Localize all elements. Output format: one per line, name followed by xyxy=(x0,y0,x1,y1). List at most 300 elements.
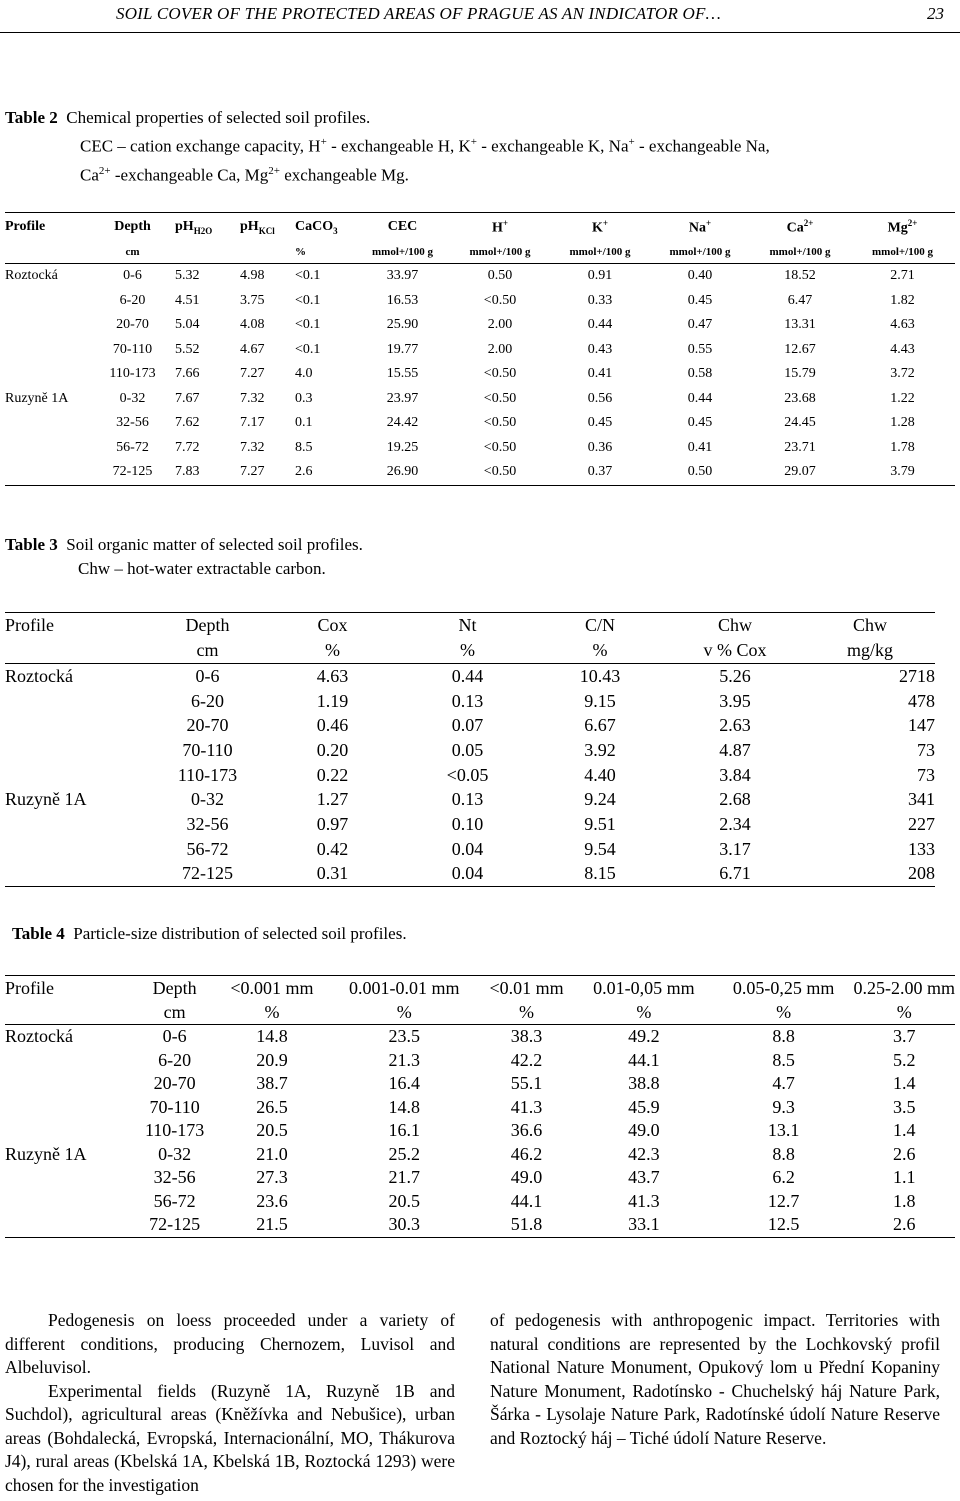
table4-cell: 16.4 xyxy=(388,1073,420,1094)
table2-cell: 7.17 xyxy=(240,415,265,431)
table4-cell: 27.3 xyxy=(256,1167,288,1188)
table2-cell: 2.00 xyxy=(487,341,513,357)
table3-cell: 341 xyxy=(908,789,935,810)
table3 xyxy=(5,612,935,887)
table4-header-lt001: <0.01 mm xyxy=(489,977,564,998)
table3-cell: 208 xyxy=(805,862,935,887)
table2-cell: <0.1 xyxy=(295,341,321,357)
table2-cell: 18.52 xyxy=(784,268,816,284)
table4-cell: 72-125 xyxy=(135,1213,215,1237)
table4-cell xyxy=(5,1072,135,1096)
table2-header-profile: Profile xyxy=(5,213,90,242)
table2-row xyxy=(5,264,955,289)
table2-cell xyxy=(5,436,90,461)
table2-cell: 110-173 xyxy=(109,366,156,382)
table4-cell: 8.8 xyxy=(772,1143,795,1164)
table3-cell: 0.04 xyxy=(400,862,535,887)
table3-cell: 147 xyxy=(908,715,935,736)
table4-cell: 32-56 xyxy=(153,1167,196,1188)
table2-cell: 70-110 xyxy=(112,341,153,357)
table4-header-fine-silt: 0.001-0.01 mm xyxy=(348,977,460,998)
table3-cell: 2.63 xyxy=(719,715,751,736)
table3-cell: 478 xyxy=(908,690,935,711)
table4-header-clay: <0.001 mm xyxy=(230,977,314,998)
table2-cell: <0.50 xyxy=(450,460,550,485)
table2-row xyxy=(5,436,955,461)
table2-cell: 0.44 xyxy=(587,317,613,333)
table2-cell: 3.75 xyxy=(240,292,265,308)
table2-header-na: Na+ xyxy=(650,213,750,242)
table3-row xyxy=(5,664,935,689)
table4-cell: 38.3 xyxy=(510,1026,543,1047)
table4-cell: 20.5 xyxy=(388,1190,420,1211)
table4-cell: 38.7 xyxy=(256,1073,288,1094)
table4-cell: 41.3 xyxy=(510,1096,543,1117)
table2-cell: 5.32 xyxy=(175,268,200,284)
table2-caption-line1: Chemical properties of selected soil profiles. xyxy=(66,108,371,127)
table2-cell: 3.79 xyxy=(850,460,955,485)
table3-caption-line1: Soil organic matter of selected soil profiles. xyxy=(66,535,363,554)
table3-cell: 0.22 xyxy=(316,764,349,785)
table4-cell: 13.1 xyxy=(767,1120,800,1141)
table2-cell: <0.50 xyxy=(483,292,517,308)
table2-cell: 0.55 xyxy=(687,341,713,357)
table4-cell: 12.7 xyxy=(767,1190,800,1211)
table2-cell: 15.79 xyxy=(784,366,816,382)
running-title: SOIL COVER OF THE PROTECTED AREAS OF PRAGUE AS AN INDICATOR OF… xyxy=(116,4,721,23)
table2-cell: 7.72 xyxy=(175,439,200,455)
table2-cell: <0.1 xyxy=(295,292,321,308)
table3-cell: 0-6 xyxy=(195,665,220,686)
table3-caption xyxy=(5,533,363,581)
table2-cell: 2.00 xyxy=(487,317,513,333)
table2-cell: 0.50 xyxy=(487,268,513,284)
table4-cell: 46.2 xyxy=(510,1143,543,1164)
table3-row xyxy=(5,837,935,862)
table3-cell: 4.40 xyxy=(584,764,616,785)
table4-cell: 20.5 xyxy=(256,1120,288,1141)
table2-cell: Ruzyně 1A xyxy=(5,390,69,406)
table3-cell: 2.34 xyxy=(719,813,751,834)
table4-cell xyxy=(5,1166,135,1190)
table2-cell: 0.58 xyxy=(687,366,713,382)
table3-header-profile: Profile xyxy=(5,615,54,635)
table4-cell: 1.4 xyxy=(892,1073,916,1094)
table2-cell: 0.33 xyxy=(587,292,613,308)
table2-cell: 0.37 xyxy=(550,460,650,485)
table3-cell: 3.95 xyxy=(719,690,751,711)
table4-caption-line1: Particle-size distribution of selected soil profiles. xyxy=(73,924,407,943)
table3-header-cox: Cox xyxy=(317,615,348,635)
table3-label: Table 3 xyxy=(5,535,58,554)
table4-row xyxy=(5,1166,955,1190)
table4-cell: 49.0 xyxy=(628,1120,660,1141)
table4-cell: 6.2 xyxy=(772,1167,795,1188)
table2-cell: 0.40 xyxy=(687,268,713,284)
table2-cell: 6-20 xyxy=(119,292,146,308)
table4-cell: 8.8 xyxy=(772,1026,795,1047)
table4-cell: 30.3 xyxy=(329,1213,479,1237)
paragraph-pedogenesis: Pedogenesis on loess proceeded under a variety of different conditions, producing Chernozem, Luvisol and Albeluvisol. xyxy=(5,1310,455,1377)
table2-cell: 4.98 xyxy=(240,268,265,284)
table4-cell: 56-72 xyxy=(153,1190,196,1211)
running-header xyxy=(0,0,960,33)
table2-cell: 7.32 xyxy=(240,439,265,455)
table2-units-row: cm % mmol+/100 g mmol+/100 g mmol+/100 g mmol+/100 g mmol+/100 g mmol+/100 g xyxy=(5,241,955,264)
table2-cell: 4.51 xyxy=(175,292,200,308)
table2-cell: 23.68 xyxy=(784,390,816,406)
table2-cell: 7.27 xyxy=(240,366,265,382)
table2-cell: 0.3 xyxy=(295,390,313,406)
table4-cell xyxy=(5,1213,135,1237)
table4-cell: 25.2 xyxy=(388,1143,420,1164)
table2-header-ph-h2o: $pH_{H2O}$ xyxy=(175,213,240,242)
table4-cell: 20.9 xyxy=(256,1049,288,1070)
table3-cell: 133 xyxy=(908,838,935,859)
table4-cell: 0-32 xyxy=(158,1143,192,1164)
table4 xyxy=(5,975,955,1238)
table4-row xyxy=(5,1190,955,1214)
table3-row xyxy=(5,738,935,763)
table3-cell: 56-72 xyxy=(186,838,229,859)
table2-cell: 3.72 xyxy=(890,366,915,382)
table3-row xyxy=(5,862,935,887)
table2-cell: 0.45 xyxy=(687,415,713,431)
table3-row xyxy=(5,713,935,738)
table2-cell: 33.97 xyxy=(386,268,419,284)
table3-cell: 0.13 xyxy=(451,690,484,711)
table2-cell: 0.36 xyxy=(587,439,613,455)
table3-cell xyxy=(5,862,150,887)
table3-row xyxy=(5,787,935,812)
table4-header-row xyxy=(5,976,955,1001)
table3-cell: 3.84 xyxy=(719,764,751,785)
table2-cell: 24.45 xyxy=(784,415,816,431)
table4-row xyxy=(5,1213,955,1237)
table2-header-cec: CEC xyxy=(355,213,450,242)
table4-body xyxy=(5,1025,955,1238)
table2-cell: 15.55 xyxy=(386,366,419,382)
table4-row xyxy=(5,1025,955,1049)
table4-header-fine-sand: 0.05-0,25 mm xyxy=(732,977,835,998)
table4-cell: 44.1 xyxy=(628,1049,660,1070)
table2-cell: 12.67 xyxy=(784,341,816,357)
table3-cell: 0.10 xyxy=(451,813,484,834)
table4-cell: 1.1 xyxy=(892,1167,916,1188)
table4-label: Table 4 xyxy=(12,924,65,943)
table4-cell: 55.1 xyxy=(510,1073,543,1094)
table3-cell xyxy=(5,738,150,763)
table3-cell: 0.13 xyxy=(451,789,484,810)
table4-caption xyxy=(12,922,407,946)
table4-cell: 26.5 xyxy=(256,1096,288,1117)
table3-row xyxy=(5,689,935,714)
table4-header-coarse-silt: 0.01-0,05 mm xyxy=(593,977,695,998)
table2-cell: 23.71 xyxy=(784,439,816,455)
table3-cell: 8.15 xyxy=(535,862,665,887)
table4-cell: 51.8 xyxy=(479,1213,574,1237)
table3-header-cn: C/N xyxy=(584,615,615,635)
table4-cell: 5.2 xyxy=(892,1049,916,1070)
table4-cell: 42.2 xyxy=(510,1049,543,1070)
table3-header-chw: Chw xyxy=(717,615,752,635)
table4-cell: 2.6 xyxy=(892,1143,916,1164)
table4-cell: 43.7 xyxy=(628,1167,660,1188)
table2-cell: 7.67 xyxy=(175,390,200,406)
table2-row xyxy=(5,338,955,363)
table4-row xyxy=(5,1143,955,1167)
table2-cell: 0.45 xyxy=(587,415,613,431)
table2-cell: 7.66 xyxy=(175,366,200,382)
table4-cell: 16.1 xyxy=(388,1120,420,1141)
table3-cell: Ruzyně 1A xyxy=(5,789,87,810)
table2-header-caco3: CaCO$_3$ xyxy=(295,213,355,242)
table2-caption-line3: $Ca^{2+}$ -exchangeable Ca, $Mg^{2+}$ exchangeable Mg. xyxy=(80,164,409,185)
table3-row xyxy=(5,763,935,788)
table2-header-ph-kcl: $pH_{KCl}$ xyxy=(240,213,295,242)
table2-cell: 0.41 xyxy=(587,366,613,382)
table4-cell: 21.0 xyxy=(256,1143,288,1164)
table3-cell: 3.92 xyxy=(584,739,616,760)
table3-cell: 0.05 xyxy=(451,739,484,760)
table3-cell: 0.42 xyxy=(316,838,349,859)
table3-header-depth: Depth xyxy=(185,615,230,635)
table3-cell: 5.26 xyxy=(719,665,751,686)
table4-cell: 12.5 xyxy=(714,1213,854,1237)
table2-cell: 1.78 xyxy=(890,439,915,455)
table2-cell: 0.47 xyxy=(687,317,713,333)
table2-cell: 0.44 xyxy=(687,390,713,406)
table2-row xyxy=(5,387,955,412)
table4-cell: 110-173 xyxy=(144,1120,205,1141)
table4-cell: 36.6 xyxy=(510,1120,543,1141)
table3-cell: 3.17 xyxy=(719,838,751,859)
table4-cell xyxy=(5,1049,135,1073)
table2-cell: <0.50 xyxy=(483,415,517,431)
table2-cell: 0.41 xyxy=(687,439,713,455)
table3-header-row xyxy=(5,613,935,639)
table3-cell xyxy=(5,763,150,788)
table2-cell: 0.43 xyxy=(587,341,613,357)
table4-cell: 0-6 xyxy=(162,1026,187,1047)
table2-cell: 0-32 xyxy=(119,390,146,406)
table2-cell: 0.1 xyxy=(295,415,313,431)
table3-cell: 0.04 xyxy=(451,838,484,859)
table3-cell xyxy=(5,689,150,714)
table3-cell: 73 xyxy=(917,739,935,760)
table2-row xyxy=(5,289,955,314)
table3-cell: 2.68 xyxy=(719,789,751,810)
table4-row xyxy=(5,1119,955,1143)
table3-cell: 0-32 xyxy=(191,789,224,810)
table2-cell: 32-56 xyxy=(116,415,149,431)
table3-cell: 0.20 xyxy=(316,739,349,760)
table3-caption-line2: Chw – hot-water extractable carbon. xyxy=(78,559,326,578)
table4-cell: 49.0 xyxy=(510,1167,543,1188)
table3-row xyxy=(5,812,935,837)
table3-cell: 70-110 xyxy=(182,739,233,760)
table2-cell: 2.6 xyxy=(295,460,355,485)
table3-cell: 9.15 xyxy=(584,690,616,711)
table2-cell xyxy=(5,289,90,314)
table2-label: Table 2 xyxy=(5,108,58,127)
table4-header-depth: Depth xyxy=(152,977,197,998)
table3-body xyxy=(5,664,935,887)
paragraph-natural-territories: of pedogenesis with anthropogenic impact. Territories with natural conditions are represented by the Lochkovský profil National Nature Monument, Opukový lom u Přední Kopaniny Nature Monument, Radotínsko - Chuchelský háj Nature Park, Šárka - Lysolaje Nature Park, Radotínské údolí Nature Reserve and Roztocký háj – Tiché údolí Nature Reserve. xyxy=(490,1310,940,1448)
table3-cell: 32-56 xyxy=(186,813,229,834)
table2-cell: 1.22 xyxy=(890,390,915,406)
table2-cell: 23.97 xyxy=(386,390,419,406)
table4-cell: 21.5 xyxy=(215,1213,330,1237)
table2-cell: 0.56 xyxy=(587,390,613,406)
table4-cell: 21.7 xyxy=(388,1167,420,1188)
table2-header-h: H+ xyxy=(450,213,550,242)
table3-cell: 6.71 xyxy=(665,862,805,887)
body-column-right xyxy=(490,1309,940,1450)
table3-cell: 6-20 xyxy=(191,690,224,711)
table4-cell: Ruzyně 1A xyxy=(5,1143,87,1164)
table4-cell: 20-70 xyxy=(153,1073,196,1094)
table2-cell: 19.77 xyxy=(386,341,419,357)
table2-cell: 7.83 xyxy=(175,460,240,485)
table4-cell: 21.3 xyxy=(388,1049,420,1070)
table4-cell: 1.4 xyxy=(892,1120,916,1141)
table4-cell: 6-20 xyxy=(158,1049,192,1070)
table3-cell: <0.05 xyxy=(446,764,489,785)
table2-cell: 7.62 xyxy=(175,415,200,431)
table4-cell: 44.1 xyxy=(510,1190,543,1211)
table2-cell: 0.50 xyxy=(650,460,750,485)
table2-caption-line2: CEC – cation exchange capacity, H+ - exchangeable H, K+ - exchangeable K, Na+ - exchangeable Na, xyxy=(80,136,770,156)
table4-cell: 14.8 xyxy=(388,1096,420,1117)
table2 xyxy=(5,212,955,486)
table3-cell: 110-173 xyxy=(177,764,238,785)
table4-cell: 1.8 xyxy=(892,1190,916,1211)
table4-cell xyxy=(5,1119,135,1143)
table4-cell xyxy=(5,1096,135,1120)
table3-cell: 2718 xyxy=(899,665,935,686)
table3-header-chw-mgkg: Chw xyxy=(852,615,887,635)
paragraph-experimental-fields: Experimental fields (Ruzyně 1A, Ruzyně 1B and Suchdol), agricultural areas (Kněžívka and Nebušice), urban areas (Bohdalecká, Evropská, Internacionální, MO, Thákurova J4), rural areas (Kbelská 1A, Kbelská 1B, Roztocká 1293) were chosen for the investigation xyxy=(5,1380,455,1495)
table2-cell: <0.50 xyxy=(483,390,517,406)
table4-cell: Roztocká xyxy=(5,1026,73,1047)
table2-cell: 13.31 xyxy=(784,317,816,333)
table4-cell: 45.9 xyxy=(628,1096,660,1117)
table2-row xyxy=(5,460,955,485)
table4-cell: 9.3 xyxy=(772,1096,795,1117)
table2-cell: 25.90 xyxy=(386,317,419,333)
table2-cell: 5.52 xyxy=(175,341,200,357)
table2-cell: <0.1 xyxy=(295,317,321,333)
table4-header-profile: Profile xyxy=(5,977,54,998)
table4-cell: 41.3 xyxy=(628,1190,660,1211)
table2-cell xyxy=(5,460,90,485)
table3-cell xyxy=(5,812,150,837)
table2-cell: <0.50 xyxy=(483,439,517,455)
table3-cell: 1.27 xyxy=(316,789,349,810)
table3-units-row: cm % % % v % Cox mg/kg xyxy=(5,638,935,664)
body-column-left xyxy=(5,1309,455,1497)
table3-cell: 9.54 xyxy=(584,838,616,859)
table2-cell: 0.91 xyxy=(587,268,613,284)
table2-cell: 29.07 xyxy=(750,460,850,485)
table2-row xyxy=(5,362,955,387)
table3-cell: 227 xyxy=(908,813,935,834)
table2-cell: 19.25 xyxy=(386,439,419,455)
table4-cell xyxy=(5,1190,135,1214)
table4-cell: 2.6 xyxy=(853,1213,955,1237)
table4-cell: 3.7 xyxy=(892,1026,916,1047)
table4-cell: 70-110 xyxy=(149,1096,200,1117)
table2-cell: 1.82 xyxy=(890,292,915,308)
table2-cell: 72-125 xyxy=(90,460,175,485)
table2-cell: 4.0 xyxy=(295,366,313,382)
table2-cell: 6.47 xyxy=(787,292,813,308)
table3-cell: 0.31 xyxy=(265,862,400,887)
table2-cell: 4.63 xyxy=(890,317,915,333)
table2-cell: 26.90 xyxy=(355,460,450,485)
table4-cell: 23.6 xyxy=(256,1190,288,1211)
table2-cell: 56-72 xyxy=(116,439,149,455)
table2-cell: 24.42 xyxy=(386,415,419,431)
table3-cell: 6.67 xyxy=(584,715,616,736)
table2-row xyxy=(5,411,955,436)
table2-cell: 8.5 xyxy=(295,439,313,455)
table4-cell: 23.5 xyxy=(388,1026,420,1047)
table3-cell: 9.51 xyxy=(584,813,616,834)
table4-row xyxy=(5,1096,955,1120)
table2-cell: 4.43 xyxy=(890,341,915,357)
table4-cell: 4.7 xyxy=(772,1073,795,1094)
table2-cell: 0.45 xyxy=(687,292,713,308)
table3-cell xyxy=(5,837,150,862)
table3-cell: 4.87 xyxy=(719,739,751,760)
table3-cell: 73 xyxy=(917,764,935,785)
table4-row xyxy=(5,1049,955,1073)
table2-cell: 4.08 xyxy=(240,317,265,333)
table4-units-row: cm % % % % % % xyxy=(5,1000,955,1025)
table2-cell: 0-6 xyxy=(123,268,142,284)
table4-cell: 14.8 xyxy=(256,1026,288,1047)
table2-cell: <0.50 xyxy=(483,366,517,382)
table3-header-nt: Nt xyxy=(458,615,477,635)
table2-header-ca: $Ca^{2+}$ xyxy=(750,213,850,242)
table3-cell: 4.63 xyxy=(316,665,349,686)
table2-header-k: K+ xyxy=(550,213,650,242)
table2-cell: 2.71 xyxy=(890,268,915,284)
table3-cell: 10.43 xyxy=(579,665,621,686)
table4-cell: 8.5 xyxy=(772,1049,795,1070)
table2-cell: <0.1 xyxy=(295,268,321,284)
table4-header-sand: 0.25-2.00 mm xyxy=(853,977,955,998)
table2-header-mg: $Mg^{2+}$ xyxy=(850,213,955,242)
table2-cell: Roztocká xyxy=(5,268,58,284)
table3-cell: 0.46 xyxy=(316,715,349,736)
table2-cell: 4.67 xyxy=(240,341,265,357)
table2-cell: 5.04 xyxy=(175,317,200,333)
table2-cell: 20-70 xyxy=(116,317,149,333)
table4-cell: 33.1 xyxy=(574,1213,714,1237)
table2-cell: 7.32 xyxy=(240,390,265,406)
table4-cell: 49.2 xyxy=(628,1026,660,1047)
table2-header-row xyxy=(5,213,955,242)
table3-cell: 72-125 xyxy=(150,862,265,887)
table2-cell: 1.28 xyxy=(890,415,915,431)
table2-header-depth: Depth xyxy=(90,213,175,242)
page-number: 23 xyxy=(927,4,944,23)
table3-cell: 1.19 xyxy=(316,690,349,711)
table4-cell: 42.3 xyxy=(628,1143,660,1164)
